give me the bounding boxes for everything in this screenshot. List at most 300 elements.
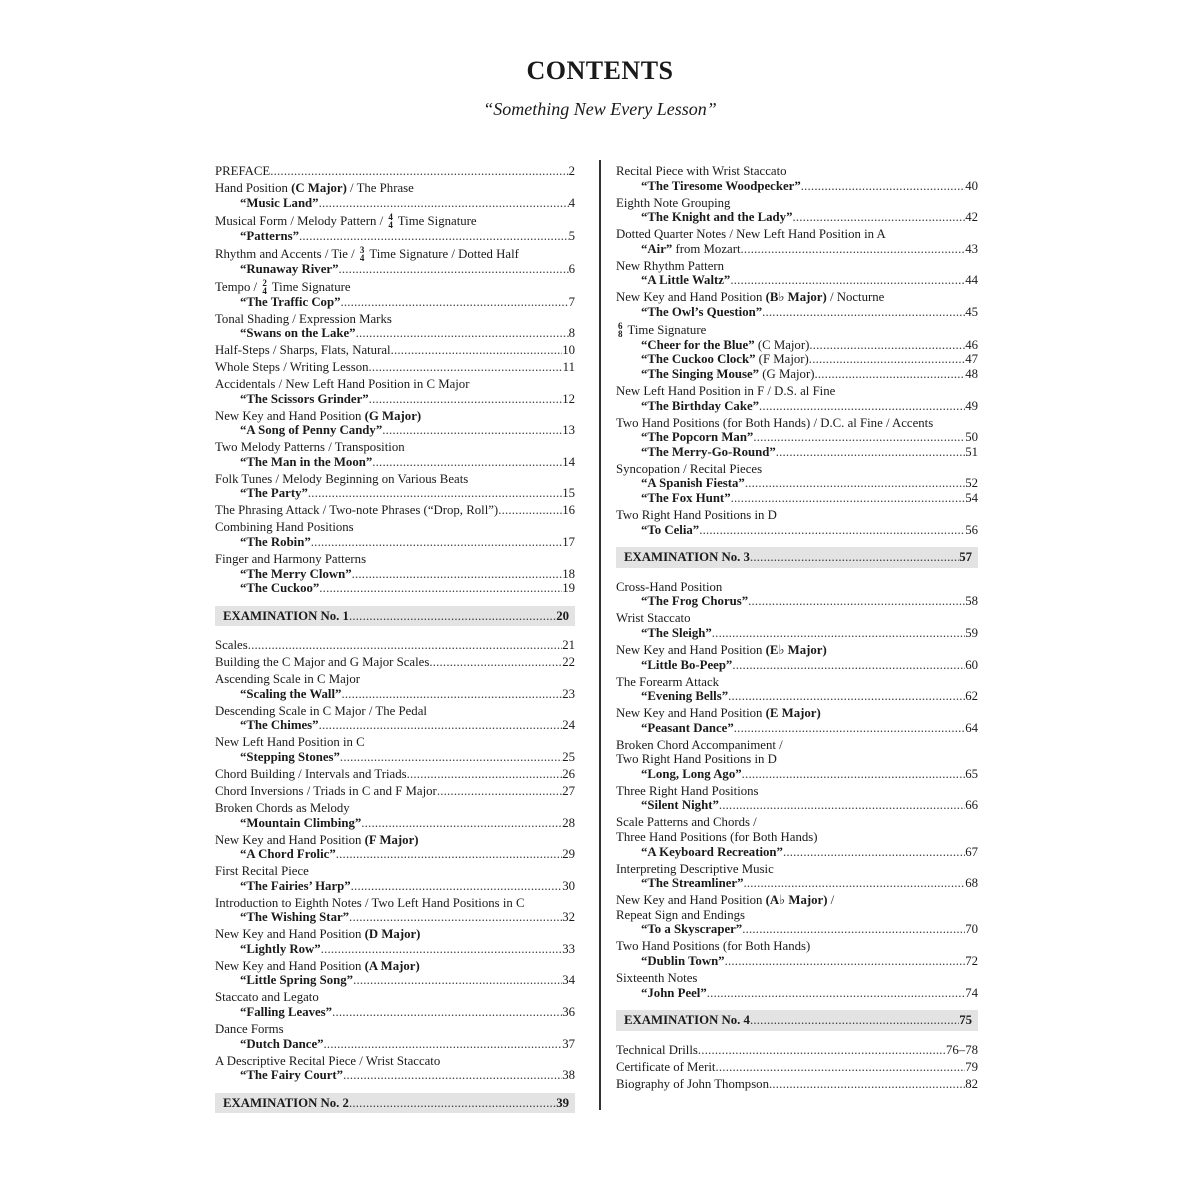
page-number: 29 xyxy=(562,847,575,862)
toc-line[interactable] xyxy=(616,476,978,491)
examination-entry[interactable] xyxy=(215,606,575,627)
page-number: 32 xyxy=(562,910,575,925)
toc-line[interactable] xyxy=(616,179,978,194)
piece-title: “Falling Leaves” xyxy=(240,1005,333,1020)
toc-line-text xyxy=(240,687,341,702)
topic-line xyxy=(215,440,575,455)
toc-line-text: Chord Inversions / Triads in C and F Major xyxy=(215,784,437,798)
toc-line-text: Building the C Major and G Major Scales xyxy=(215,655,430,670)
key-name: (C Major) xyxy=(291,180,347,195)
dot-leader xyxy=(248,638,563,653)
toc-entry xyxy=(616,164,978,193)
piece-title: “Mountain Climbing” xyxy=(240,815,362,830)
toc-line[interactable] xyxy=(616,1060,978,1075)
toc-line[interactable] xyxy=(616,658,978,673)
page-number: 56 xyxy=(965,522,978,537)
topic-text: New Key and Hand Position (D Major) xyxy=(215,927,421,942)
toc-line-text: Certificate of Merit xyxy=(616,1059,716,1074)
toc-line[interactable] xyxy=(215,581,575,596)
topic-line xyxy=(215,735,575,750)
piece-title: “Long, Long Ago” xyxy=(641,766,742,781)
toc-line[interactable] xyxy=(215,1068,575,1083)
page-number: 36 xyxy=(562,1005,575,1020)
toc-line[interactable] xyxy=(215,750,575,765)
toc-line[interactable] xyxy=(215,196,575,211)
toc-line-text xyxy=(240,326,356,341)
page-number: 51 xyxy=(965,444,978,459)
dot-leader xyxy=(707,986,965,1001)
piece-title: “The Fox Hunt” xyxy=(641,491,731,505)
toc-line[interactable] xyxy=(215,503,575,518)
toc-line[interactable] xyxy=(215,1005,575,1020)
toc-entry xyxy=(616,1043,978,1058)
toc-line-text xyxy=(240,816,361,831)
toc-line-text xyxy=(240,847,336,862)
toc-line[interactable] xyxy=(616,399,978,414)
toc-line[interactable] xyxy=(616,305,978,320)
time-signature: 4 4 xyxy=(388,211,393,230)
dot-leader xyxy=(712,626,965,641)
dot-leader xyxy=(792,210,965,225)
topic-text: New Left Hand Position in C xyxy=(215,735,365,750)
toc-line[interactable] xyxy=(215,816,575,831)
toc-line[interactable] xyxy=(215,343,575,358)
topic-text: Recital Piece with Wrist Staccato xyxy=(616,164,787,178)
page-number: 76–78 xyxy=(946,1042,978,1057)
toc-entry xyxy=(616,738,978,782)
dot-leader xyxy=(319,581,562,596)
page-number: 37 xyxy=(562,1036,575,1051)
toc-line-text: “Cheer for the Blue” (C Major) xyxy=(641,337,810,352)
piece-title: “The Sleigh” xyxy=(641,625,712,640)
toc-line[interactable] xyxy=(215,486,575,501)
topic-text: Syncopation / Recital Pieces xyxy=(616,461,763,476)
piece-title: “The Merry Clown” xyxy=(240,566,352,581)
toc-line[interactable] xyxy=(616,1077,978,1092)
page-number: 16 xyxy=(562,503,575,518)
topic-text: Two Hand Positions (for Both Hands) / D.C. al Fine / Accents xyxy=(616,415,934,430)
topic-text: Folk Tunes / Melody Beginning on Various Beats xyxy=(215,471,469,486)
toc-entry xyxy=(616,196,978,225)
time-signature: 2 4 xyxy=(262,277,267,296)
toc-line[interactable] xyxy=(616,367,978,382)
topic-line xyxy=(215,246,575,262)
examination-title: EXAMINATION No. 2 xyxy=(223,1095,349,1110)
toc-line-text: Chord Building / Intervals and Triads xyxy=(215,767,407,782)
topic-text: Tonal Shading / Expression Marks xyxy=(215,311,392,326)
piece-title: “Patterns” xyxy=(240,228,299,243)
page-number: 45 xyxy=(965,304,978,319)
toc-line[interactable] xyxy=(215,767,575,782)
dot-leader xyxy=(762,305,965,320)
dot-leader xyxy=(299,229,569,244)
dot-leader xyxy=(351,879,563,894)
topic-line xyxy=(215,833,575,848)
topic-line xyxy=(616,752,978,767)
toc-line[interactable] xyxy=(616,798,978,813)
page-number: 12 xyxy=(562,391,575,406)
page-number: 21 xyxy=(562,638,575,653)
toc-entry xyxy=(616,706,978,735)
topic-text: Ascending Scale in C Major xyxy=(215,672,361,687)
page-number: 64 xyxy=(965,720,978,735)
topic-line xyxy=(215,181,575,196)
page-number: 62 xyxy=(965,689,978,704)
toc-line-text xyxy=(240,942,321,957)
topic-text: Two Right Hand Positions in D xyxy=(616,752,777,767)
page-number: 26 xyxy=(562,767,575,782)
time-signature: 3 4 xyxy=(359,244,365,263)
dot-leader xyxy=(719,798,965,813)
dot-leader xyxy=(353,973,562,988)
toc-line[interactable] xyxy=(215,229,575,244)
toc-entry xyxy=(215,1054,575,1083)
toc-line[interactable] xyxy=(616,954,978,969)
dot-leader xyxy=(349,910,562,925)
toc-line-text xyxy=(240,1068,343,1083)
toc-line[interactable] xyxy=(215,326,575,341)
toc-line[interactable] xyxy=(616,594,978,609)
toc-entry xyxy=(215,181,575,210)
toc-line[interactable] xyxy=(616,689,978,704)
toc-entry xyxy=(215,440,575,469)
dot-leader xyxy=(748,594,965,609)
toc-entry xyxy=(616,643,978,672)
page-number: 22 xyxy=(562,655,575,670)
toc-entry xyxy=(616,939,978,968)
toc-line-text xyxy=(641,845,783,860)
page-number: 25 xyxy=(562,750,575,765)
dot-leader xyxy=(734,721,965,736)
toc-entry xyxy=(215,377,575,406)
toc-entry xyxy=(215,246,575,277)
page-number: 38 xyxy=(562,1068,575,1083)
toc-entry xyxy=(215,552,575,596)
page-number: 74 xyxy=(965,985,978,1000)
toc-line[interactable] xyxy=(616,767,978,782)
piece-title: “The Robin” xyxy=(240,534,311,549)
topic-line xyxy=(616,259,978,274)
dot-leader xyxy=(731,491,966,506)
piece-title: “Stepping Stones” xyxy=(240,750,340,765)
examination-entry[interactable] xyxy=(616,1010,978,1031)
page-number: 5 xyxy=(568,228,575,243)
toc-line[interactable] xyxy=(215,164,575,179)
page-number: 34 xyxy=(562,973,575,988)
toc-line-text xyxy=(240,196,319,211)
dot-leader xyxy=(783,845,965,860)
dot-leader xyxy=(391,343,563,358)
topic-line xyxy=(616,227,978,242)
topic-text: Staccato and Legato xyxy=(215,990,319,1005)
toc-line-text xyxy=(641,399,759,414)
toc-line-text xyxy=(240,486,308,501)
toc-line[interactable] xyxy=(215,392,575,407)
toc-entry xyxy=(215,503,575,518)
toc-line-text xyxy=(641,986,707,1001)
toc-entry xyxy=(215,360,575,375)
topic-text: Three Right Hand Positions xyxy=(616,783,759,798)
piece-title: “A Chord Frolic” xyxy=(240,847,336,862)
toc-line[interactable] xyxy=(215,847,575,862)
dot-leader xyxy=(369,360,563,375)
piece-title: “Scaling the Wall” xyxy=(240,686,342,701)
toc-line-text xyxy=(641,430,753,445)
toc-line[interactable] xyxy=(616,922,978,937)
topic-text: Musical Form / Melody Pattern / 4 4 Time Signature xyxy=(215,211,477,230)
page-number: 19 xyxy=(562,581,575,596)
toc-entry xyxy=(215,784,575,799)
toc-line[interactable] xyxy=(616,242,978,257)
topic-text: Dotted Quarter Notes / New Left Hand Position in A xyxy=(616,227,886,242)
page-number: 4 xyxy=(568,195,575,210)
piece-title: “The Tiresome Woodpecker” xyxy=(641,178,801,193)
piece-title: “The Traffic Cop” xyxy=(240,294,341,309)
dot-leader xyxy=(361,816,562,831)
dot-leader xyxy=(349,609,556,624)
toc-line-text xyxy=(641,954,725,969)
toc-line-text xyxy=(641,876,743,891)
topic-line xyxy=(215,990,575,1005)
toc-line-text xyxy=(240,567,352,582)
dot-leader xyxy=(308,486,562,501)
topic-text: New Left Hand Position in F / D.S. al Fine xyxy=(616,384,836,399)
dot-leader xyxy=(270,164,568,179)
dot-leader xyxy=(741,242,966,257)
topic-text: Introduction to Eighth Notes / Two Left Hand Positions in C xyxy=(215,895,525,910)
toc-line[interactable] xyxy=(215,784,575,799)
toc-line[interactable] xyxy=(215,973,575,988)
topic-line xyxy=(215,864,575,879)
topic-text: Rhythm and Accents / Tie / 3 4 Time Signature / Dotted Half xyxy=(215,244,519,263)
topic-line xyxy=(616,196,978,211)
topic-text: New Key and Hand Position (G Major) xyxy=(215,408,422,423)
topic-line xyxy=(616,611,978,626)
page-number: 59 xyxy=(965,625,978,640)
toc-line-text xyxy=(641,658,732,673)
dot-leader xyxy=(319,718,563,733)
toc-line-text xyxy=(240,392,369,407)
toc-line-text xyxy=(240,229,299,244)
column-divider xyxy=(599,160,601,1110)
toc-line[interactable] xyxy=(215,942,575,957)
topic-line xyxy=(215,896,575,911)
toc-entry xyxy=(215,520,575,549)
piece-title: “The Wishing Star” xyxy=(240,910,350,925)
page-number: 24 xyxy=(562,718,575,733)
toc-entry xyxy=(215,735,575,764)
topic-line xyxy=(215,704,575,719)
page-number: 48 xyxy=(965,367,978,382)
toc-line-text xyxy=(641,476,745,491)
topic-line xyxy=(215,520,575,535)
piece-title: “Air” xyxy=(641,241,673,256)
page-number: 10 xyxy=(562,343,575,358)
toc-entry xyxy=(616,227,978,256)
piece-title: “Silent Night” xyxy=(641,798,719,813)
toc-entry xyxy=(215,638,575,653)
piece-title: “The Party” xyxy=(240,486,308,501)
piece-title: “The Popcorn Man” xyxy=(641,430,754,445)
toc-line-text xyxy=(641,179,801,194)
page-number: 7 xyxy=(568,294,575,309)
topic-line xyxy=(215,279,575,295)
toc-line[interactable] xyxy=(215,262,575,277)
piece-title: “John Peel” xyxy=(641,985,707,1000)
topic-line xyxy=(616,908,978,923)
toc-line[interactable] xyxy=(215,879,575,894)
page-number: 47 xyxy=(965,352,978,367)
toc-entry xyxy=(215,655,575,670)
piece-title: “Cheer for the Blue” xyxy=(641,337,755,352)
toc-line[interactable] xyxy=(215,455,575,470)
toc-line-text: “The Cuckoo Clock” (F Major) xyxy=(641,352,809,367)
dot-leader xyxy=(343,1068,562,1083)
dot-leader xyxy=(319,196,569,211)
toc-line-text xyxy=(240,750,340,765)
toc-line[interactable] xyxy=(215,687,575,702)
toc-line[interactable] xyxy=(616,721,978,736)
toc-line[interactable] xyxy=(616,626,978,641)
piece-title: “The Frog Chorus” xyxy=(641,594,749,609)
dot-leader xyxy=(321,942,563,957)
toc-line[interactable] xyxy=(616,445,978,460)
dot-leader xyxy=(814,367,965,382)
toc-line[interactable] xyxy=(616,845,978,860)
toc-line[interactable] xyxy=(616,210,978,225)
dot-leader xyxy=(809,338,965,353)
piece-title: “Dublin Town” xyxy=(641,953,725,968)
toc-line-text xyxy=(240,535,311,550)
page-number: 75 xyxy=(959,1013,972,1028)
toc-line[interactable] xyxy=(616,523,978,538)
toc-line-text xyxy=(240,262,338,277)
toc-line[interactable] xyxy=(215,638,575,653)
piece-title: “Runaway River” xyxy=(240,261,339,276)
topic-line xyxy=(215,801,575,816)
topic-line xyxy=(616,416,978,431)
dot-leader xyxy=(341,687,562,702)
topic-text: Eighth Note Grouping xyxy=(616,195,731,210)
topic-line xyxy=(616,893,978,908)
toc-line-text: PREFACE xyxy=(215,164,271,178)
toc-line[interactable] xyxy=(215,910,575,925)
topic-text: The Forearm Attack xyxy=(616,674,720,689)
toc-entry xyxy=(616,675,978,704)
dot-leader xyxy=(753,430,965,445)
page-number: 28 xyxy=(562,815,575,830)
toc-entry xyxy=(616,259,978,288)
dot-leader xyxy=(728,689,965,704)
topic-line xyxy=(215,213,575,229)
toc-line[interactable] xyxy=(616,352,978,367)
page-number: 70 xyxy=(965,922,978,937)
toc-entry xyxy=(215,959,575,988)
topic-line xyxy=(616,706,978,721)
page-number: 67 xyxy=(965,844,978,859)
toc-line-text xyxy=(641,523,699,538)
topic-line xyxy=(616,830,978,845)
examination-title: EXAMINATION No. 4 xyxy=(624,1013,750,1028)
toc-line-text: Technical Drills xyxy=(616,1042,698,1057)
piece-title: “Evening Bells” xyxy=(641,689,729,704)
page-number: 8 xyxy=(568,326,575,341)
toc-line-text: “Air” from Mozart xyxy=(641,241,741,256)
page-number: 79 xyxy=(965,1059,978,1074)
page-number: 60 xyxy=(965,657,978,672)
toc-line[interactable] xyxy=(215,655,575,670)
dot-leader xyxy=(338,262,568,277)
toc-line[interactable] xyxy=(215,423,575,438)
toc-line[interactable] xyxy=(616,273,978,288)
toc-line-text xyxy=(641,922,742,937)
examination-entry[interactable] xyxy=(215,1093,575,1114)
toc-line-text xyxy=(641,273,730,288)
dot-leader xyxy=(769,1077,965,1092)
topic-line xyxy=(215,312,575,327)
toc-entry xyxy=(215,801,575,830)
piece-title: “The Man in the Moon” xyxy=(240,454,373,469)
topic-line xyxy=(616,643,978,658)
toc-entry xyxy=(215,704,575,733)
toc-line[interactable] xyxy=(616,986,978,1001)
toc-line[interactable] xyxy=(215,360,575,375)
toc-line[interactable] xyxy=(616,338,978,353)
toc-line[interactable] xyxy=(215,567,575,582)
dot-leader xyxy=(716,1060,966,1075)
piece-title: “Music Land” xyxy=(240,195,319,210)
toc-entry xyxy=(616,893,978,937)
toc-line[interactable] xyxy=(215,718,575,733)
toc-line-text xyxy=(641,798,719,813)
examination-title: EXAMINATION No. 3 xyxy=(624,550,750,565)
piece-title: “Peasant Dance” xyxy=(641,720,734,735)
toc-entry xyxy=(215,767,575,782)
toc-line[interactable] xyxy=(616,876,978,891)
page-number: 23 xyxy=(562,686,575,701)
toc-line[interactable] xyxy=(616,1043,978,1058)
dot-leader xyxy=(742,922,965,937)
toc-line-text xyxy=(641,594,748,609)
examination-entry[interactable] xyxy=(616,547,978,568)
toc-line[interactable] xyxy=(215,295,575,310)
topic-line xyxy=(616,164,978,179)
page-number: 52 xyxy=(965,476,978,491)
topic-line xyxy=(215,1022,575,1037)
piece-title: “Lightly Row” xyxy=(240,941,321,956)
dot-leader xyxy=(336,847,562,862)
key-name: (E Major) xyxy=(765,706,821,721)
topic-line xyxy=(215,377,575,392)
page-number: 6 xyxy=(568,261,575,276)
examination-title: EXAMINATION No. 1 xyxy=(223,608,349,623)
toc-line[interactable] xyxy=(215,535,575,550)
page-number: 39 xyxy=(556,1095,569,1110)
toc-line-text xyxy=(641,721,734,736)
topic-line xyxy=(215,409,575,424)
dot-leader xyxy=(759,399,965,414)
toc-line[interactable] xyxy=(616,430,978,445)
page-number: 15 xyxy=(562,486,575,501)
toc-line[interactable] xyxy=(215,1037,575,1052)
dot-leader xyxy=(750,1013,959,1028)
dot-leader xyxy=(372,455,562,470)
toc-entry xyxy=(215,896,575,925)
topic-text: Cross-Hand Position xyxy=(616,579,723,594)
toc-line-text xyxy=(641,491,731,506)
toc-line[interactable] xyxy=(616,491,978,506)
topic-line xyxy=(616,784,978,799)
